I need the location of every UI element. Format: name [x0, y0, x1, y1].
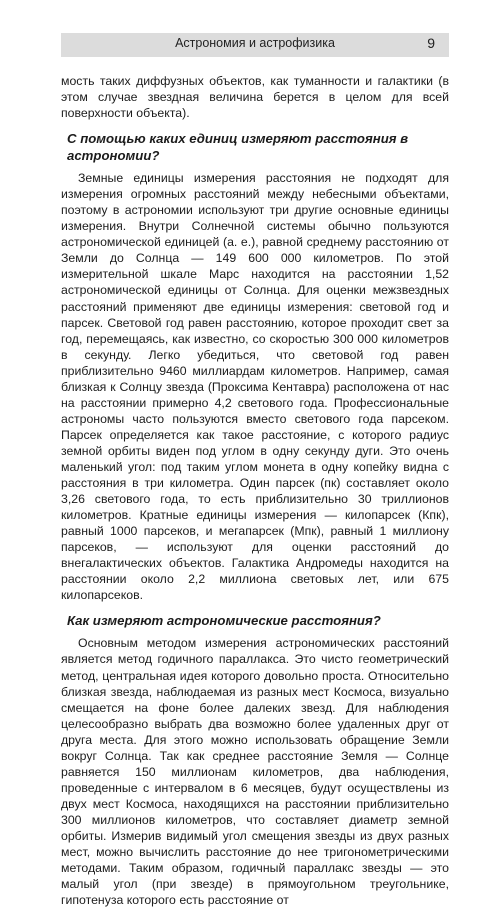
running-header-title: Астрономия и астрофизика — [175, 36, 335, 50]
section-heading-measurement: Как измеряют астрономические расстояния? — [67, 613, 381, 629]
section-paragraph-units: Земные единицы измерения расстояния не подходят для измерения огромных расстояний между небесными объектами, поэтому в астрономии используют три другие основные единицы измерения. Внутри Солнечной системы обычно пользуются астрономической единицей (а. е.), равной среднему расстоянию от Земли до Солнца — 149 600 000 километров. По этой измерительной шкале Марс находится на расстоянии 1,52 астрономической единицы от Солнца. Для оценки межзвездных расстояний применяют две единицы измерения: световой год и парсек. Световой год равен расстоянию, которое проходит свет за год, перемещаясь, как известно, со скоростью 300 000 километров в секунду. Легко убедиться, что световой год равен приблизительно 9460 миллиардам километров. Например, самая близкая к Солнцу звезда (Проксима Кентавра) расположена от нас на расстоянии примерно 4,2 светового года. Профессиональные астрономы часто пользуются вместо светового года парсеком. Парсек определяется как такое расстояние, с которого радиус земной орбиты виден под углом в одну секунду дуги. Это очень маленький угол: под таким углом монета в одну копейку видна с расстояния в три километра. Один парсек (пк) составляет около 3,26 светового года, то есть приблизительно 30 триллионов километров. Кратные единицы измерения — килопарсек (Кпк), равный 1000 парсеков, и мегапарсек (Мпк), равный 1 миллиону парсеков, — используют для оценки расстояний до внегалактических объектов. Галактика Андромеды находится на расстоянии около 2,2 миллиона световых лет, или 675 килопарсеков. — [61, 171, 449, 603]
section-paragraph-measurement: Основным методом измерения астрономических расстояний является метод годичного параллакса. Это чисто геометрический метод, центральная идея которого довольно проста. Относительно близкая звезда, наблюдаемая из разных мест Космоса, визуально смещается на фоне более далеких звезд. Для наблюдения целесообразно выбрать два возможно более удаленных друг от друга места. Для этого можно использовать обращение Земли вокруг Солнца. Так как среднее расстояние Земля — Солнце равняется 150 миллионам километров, два наблюдения, проведенные с интервалом в 6 месяцев, будут осуществлены из двух мест Космоса, находящихся на расстоянии приблизительно 300 миллионов километров, что составляет диаметр земной орбиты. Измерив видимый угол смещения звезды из двух разных мест, можно вычислить расстояние до нее тригонометрическими методами. Таким образом, годичный параллакс звезды — это малый угол (при звезде) в прямоугольном треугольнике, гипотенуза которого есть расстояние от — [61, 636, 449, 908]
page-number: 9 — [427, 35, 435, 51]
page-body — [61, 73, 449, 908]
section-heading-units: С помощью каких единиц измеряют расстояния в астрономии? — [67, 131, 409, 164]
intro-paragraph: мость таких диффузных объектов, как туманности и галактики (в этом случае звездная величина берется в целом для всей поверхности объекта). — [61, 74, 449, 121]
running-header — [61, 33, 449, 57]
